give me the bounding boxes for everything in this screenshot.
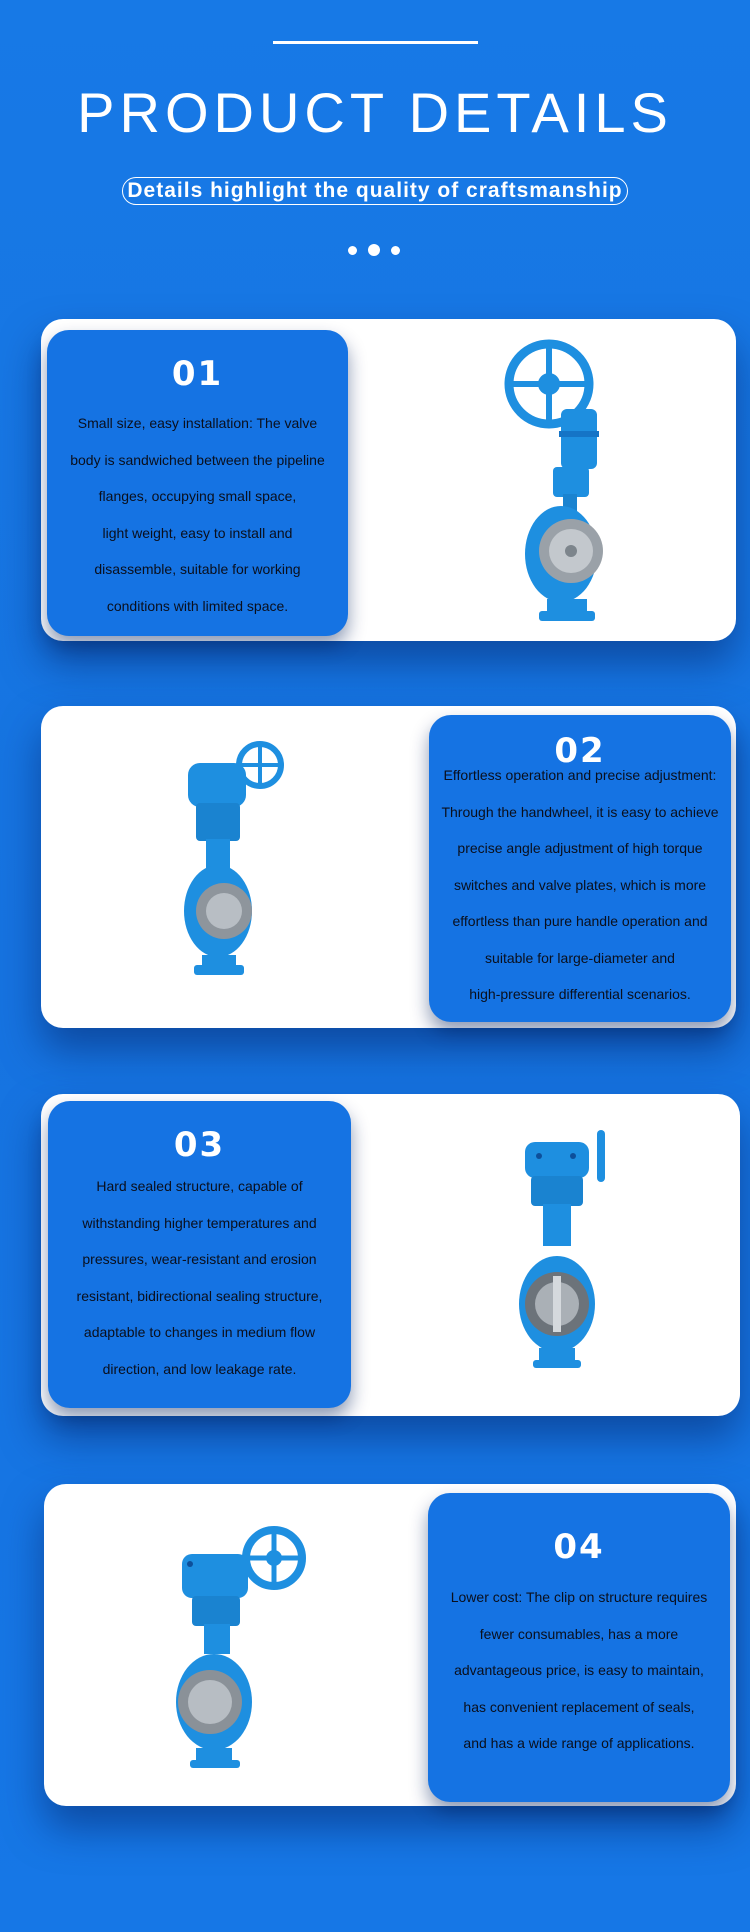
dots-decoration (346, 244, 406, 256)
detail-description (429, 757, 731, 1013)
description-line: high-pressure differential scenarios. (469, 986, 691, 1002)
description-line: Hard sealed structure, capable of (96, 1178, 303, 1194)
description-line: pressures, wear-resistant and erosion (82, 1251, 317, 1267)
description-line: switches and valve plates, which is more (453, 876, 707, 893)
description-line: Through the handwheel, it is easy to achieve (441, 803, 719, 820)
detail-description (428, 1579, 730, 1762)
detail-panel-1 (47, 330, 348, 636)
dot-icon (348, 246, 357, 255)
detail-number: 02 (554, 731, 606, 771)
detail-panel-4 (428, 1493, 730, 1802)
detail-card-3 (41, 1094, 740, 1416)
description-line: precise angle adjustment of high torque (457, 840, 703, 856)
description-line: disassemble, suitable for working (94, 561, 301, 577)
description-line: body is sandwiched between the pipeline (70, 451, 325, 468)
description-line: effortless than pure handle operation and (452, 913, 708, 929)
description-line: Small size, easy installation: The valve (77, 415, 318, 431)
hard-sealed-butterfly-valve-icon (509, 1126, 629, 1396)
description-line: resistant, bidirectional sealing structure, (76, 1287, 323, 1304)
detail-card-2 (41, 706, 736, 1028)
detail-card-1 (41, 319, 736, 641)
description-line: conditions with limited space. (106, 597, 289, 614)
description-line: suitable for large-diameter and (485, 949, 675, 966)
detail-panel-3 (48, 1101, 351, 1408)
description-line: Effortless operation and precise adjustment: (443, 767, 717, 783)
page-title: PRODUCT DETAILS (77, 81, 673, 144)
handwheel-butterfly-valve-icon (176, 741, 296, 1001)
detail-panel-2 (429, 715, 731, 1022)
dot-icon (368, 244, 380, 256)
detail-number: 04 (553, 1527, 605, 1567)
wafer-butterfly-valve-icon (170, 1524, 310, 1794)
description-line: withstanding higher temperatures and (82, 1214, 317, 1231)
gear-operated-butterfly-valve-icon (491, 339, 621, 634)
detail-description (47, 405, 348, 624)
description-line: flanges, occupying small space, (98, 488, 297, 504)
description-line: adaptable to changes in medium flow (83, 1324, 316, 1340)
detail-number: 01 (171, 354, 224, 394)
dot-icon (391, 246, 400, 255)
detail-card-4 (44, 1484, 736, 1806)
top-divider-line (273, 41, 478, 44)
detail-description (48, 1168, 351, 1387)
description-line: Lower cost: The clip on structure requires (450, 1589, 708, 1605)
description-line: advantageous price, is easy to maintain, (454, 1662, 704, 1678)
page-subtitle: Details highlight the quality of craftsmanship (122, 177, 627, 205)
description-line: and has a wide range of applications. (463, 1735, 695, 1751)
description-line: light weight, easy to install and (102, 524, 293, 541)
subtitle-wrap (0, 177, 750, 205)
description-line: fewer consumables, has a more (479, 1625, 679, 1642)
description-line: direction, and low leakage rate. (102, 1360, 297, 1377)
detail-number: 03 (173, 1125, 226, 1165)
description-line: has convenient replacement of seals, (463, 1698, 695, 1715)
